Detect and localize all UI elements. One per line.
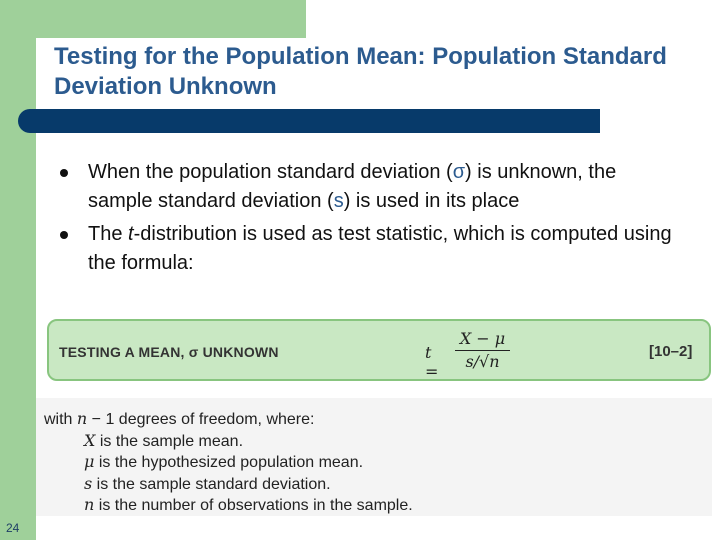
- title-underline-bar: [18, 109, 600, 133]
- intro-post: − 1 degrees of freedom, where:: [87, 411, 315, 428]
- definition-row: [84, 452, 704, 474]
- s-symbol: s: [333, 190, 344, 212]
- definition-symbol: s: [84, 473, 93, 493]
- t-symbol: t: [128, 223, 134, 245]
- definitions-intro: [44, 409, 704, 431]
- bullet-item-1: [60, 158, 680, 216]
- definition-text: is the sample standard deviation.: [92, 475, 331, 493]
- definition-row: [84, 495, 704, 517]
- bullet-1-text-a: When the population standard deviation (: [88, 161, 453, 183]
- definition-symbol: μ: [84, 452, 95, 471]
- bullet-1-text-b: ) is unknown, the sample standard deviation (: [88, 161, 617, 212]
- definition-row: [84, 474, 704, 496]
- slide-number: 24: [6, 521, 20, 535]
- definition-text: is the number of observations in the sample.: [94, 497, 413, 514]
- top-green-band: [0, 0, 306, 38]
- definition-text: is the hypothesized population mean.: [94, 454, 364, 471]
- formula-lhs: t =: [425, 343, 439, 381]
- definitions-block: [44, 409, 704, 517]
- definition-symbol: X: [84, 430, 96, 450]
- bullet-1-text-c: ) is used in its place: [343, 190, 520, 212]
- sigma-symbol: σ: [452, 161, 466, 183]
- formula-numerator: X − μ: [459, 329, 506, 348]
- formula-reference: [10–2]: [649, 343, 693, 360]
- bullet-dot-icon: [60, 169, 68, 177]
- formula-denominator: s/√n: [465, 352, 500, 371]
- intro-n-symbol: n: [76, 409, 88, 428]
- left-green-bar: [0, 0, 36, 540]
- bullet-list: [60, 158, 680, 278]
- intro-pre: with: [44, 411, 77, 428]
- fraction-bar: [455, 350, 510, 351]
- bullet-item-2: [60, 220, 680, 278]
- bullet-2-text-b: -distribution is used as test statistic, which is computed using the formula:: [88, 223, 672, 274]
- definition-text: is the sample mean.: [95, 432, 244, 450]
- definition-row: [84, 431, 704, 453]
- formula-fraction: [455, 329, 510, 372]
- definition-symbol: n: [84, 495, 95, 514]
- bullet-dot-icon: [60, 231, 68, 239]
- bullet-2-text-a: The: [88, 223, 129, 245]
- slide-title: Testing for the Population Mean: Population Standard Deviation Unknown: [54, 43, 667, 100]
- formula-box-label: TESTING A MEAN, σ UNKNOWN: [59, 344, 279, 360]
- formula-box: [47, 319, 711, 381]
